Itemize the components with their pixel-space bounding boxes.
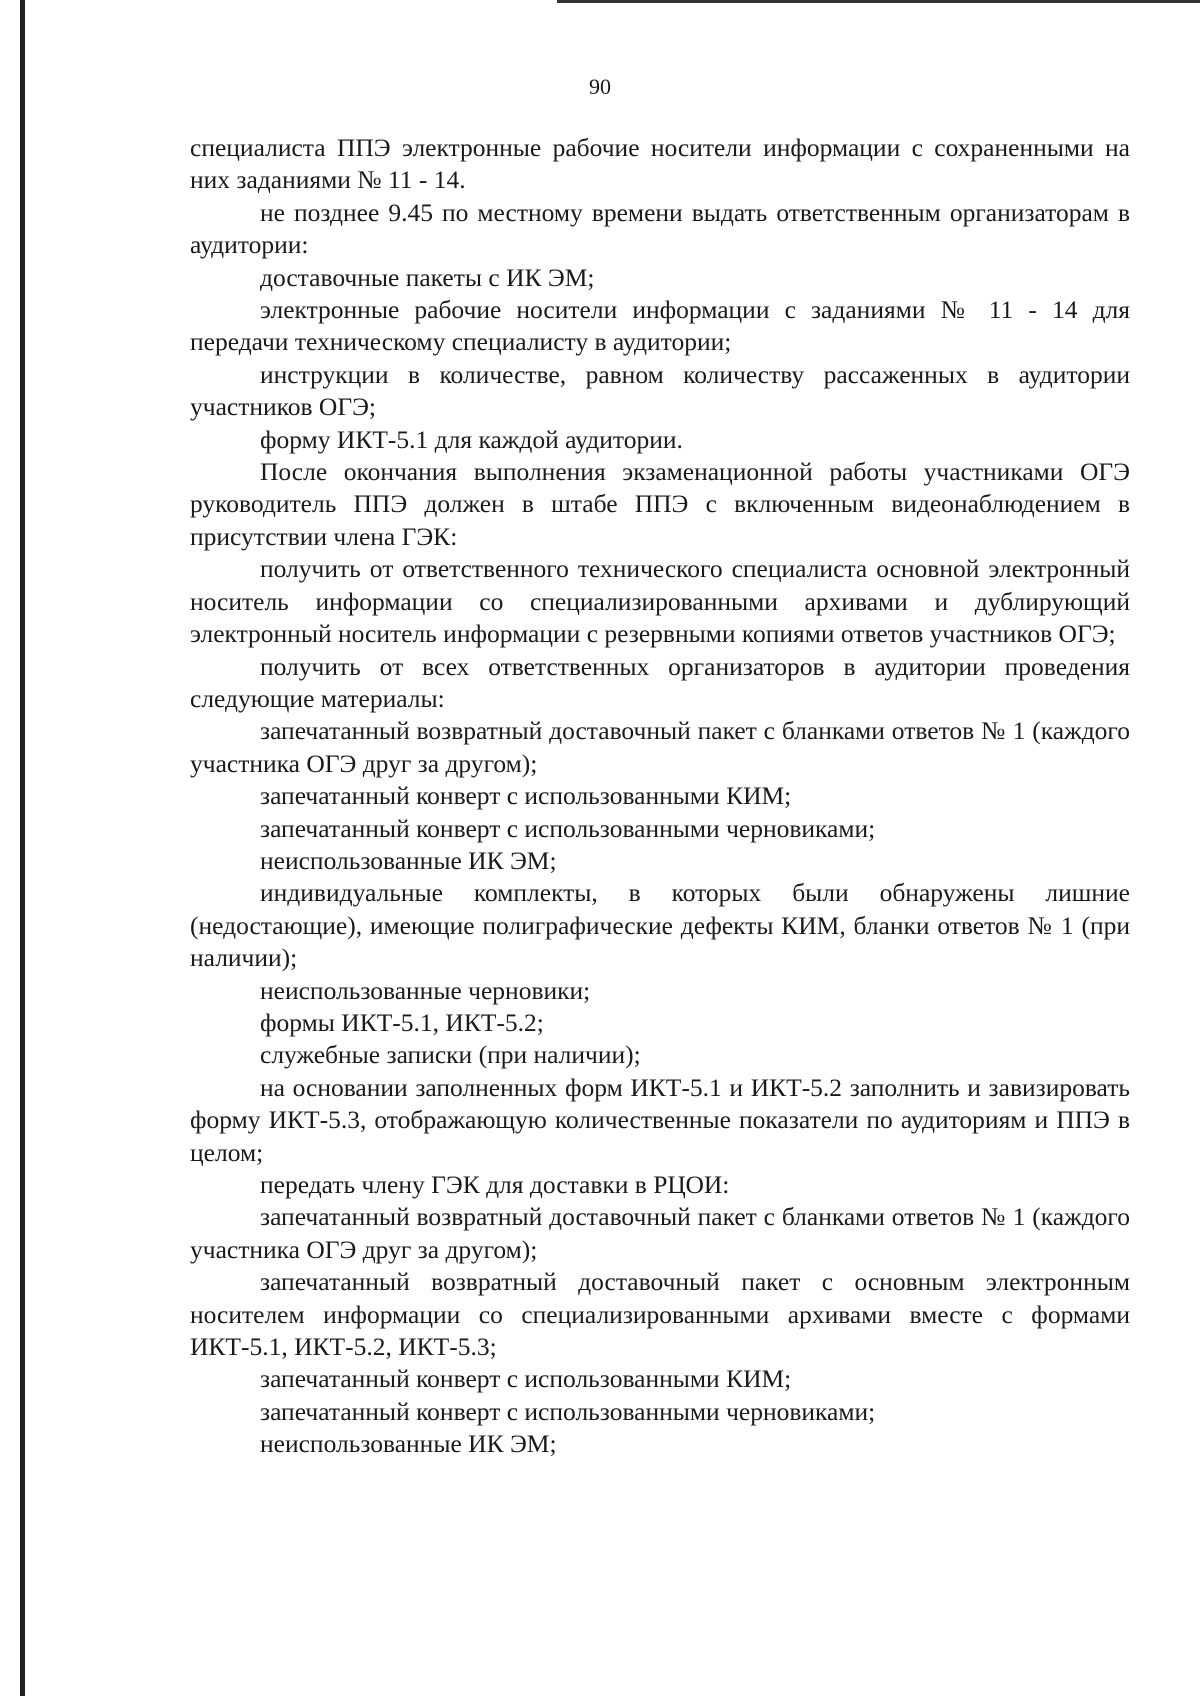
list-item: неиспользованные ИК ЭМ; (260, 845, 557, 875)
list-item: получить от всех ответственных организаторов в аудитории проведения следующие материалы: (190, 651, 1130, 713)
list-item: запечатанный конверт с использованными черновиками; (260, 1396, 876, 1426)
list-item: запечатанный возвратный доставочный пакет с основным электронным носителем информации со специализированными архивами вместе с формами ИКТ-5.1, ИКТ-5.2, ИКТ-5.3; (190, 1267, 1130, 1362)
document-body (190, 132, 1130, 1461)
list-item: получить от ответственного технического специалиста основной электронный носитель информации со специализированными архивами и дублирующий электронный носитель информации с резервными копиями ответов участников ОГЭ; (190, 554, 1130, 649)
list-item: форму ИКТ-5.1 для каждой аудитории. (260, 424, 683, 454)
scan-edge-top (557, 0, 1200, 3)
paragraph: не позднее 9.45 по местному времени выдать ответственным организаторам в аудитории: (190, 197, 1130, 260)
list-item: неиспользованные ИК ЭМ; (260, 1429, 557, 1459)
list-item: передать члену ГЭК для доставки в РЦОИ: (260, 1170, 730, 1199)
list-item: запечатанный конверт с использованными черновиками; (260, 813, 876, 843)
list-item: запечатанный возвратный доставочный пакет с бланками ответов № 1 (каждого участника ОГЭ друг за другом); (190, 716, 1130, 778)
list-item: инструкции в количестве, равном количеству рассаженных в аудитории участников ОГЭ; (190, 359, 1130, 422)
list-item: на основании заполненных форм ИКТ-5.1 и ИКТ-5.2 заполнить и завизировать форму ИКТ-5.3, отображающую количественные показатели по аудиториям и ППЭ в целом; (190, 1072, 1130, 1167)
paragraph: специалиста ППЭ электронные рабочие носители информации с сохраненными на них заданиями № 11 - 14. (190, 133, 1130, 195)
list-item: доставочные пакеты с ИК ЭМ; (260, 262, 595, 292)
list-item: запечатанный возвратный доставочный пакет с бланками ответов № 1 (каждого участника ОГЭ друг за другом); (190, 1202, 1130, 1264)
list-item: индивидуальные комплекты, в которых были обнаружены лишние (недостающие), имеющие полиграфические дефекты КИМ, бланки ответов № 1 (при наличии); (190, 878, 1130, 973)
list-item: запечатанный конверт с использованными КИМ; (260, 781, 792, 811)
scan-edge-left (20, 0, 25, 1696)
list-item: электронные рабочие носители информации с заданиями № 11 - 14 для передачи техническому специалисту в аудитории; (190, 295, 1130, 357)
page-number: 90 (589, 74, 611, 99)
list-item: неиспользованные черновики; (260, 975, 591, 1005)
list-item: служебные записки (при наличии); (260, 1040, 641, 1070)
list-item: запечатанный конверт с использованными КИМ; (260, 1364, 792, 1394)
paragraph: После окончания выполнения экзаменационной работы участниками ОГЭ руководитель ППЭ должен в штабе ППЭ с включенным видеонаблюдением в присутствии члена ГЭК: (190, 457, 1130, 551)
list-item: формы ИКТ-5.1, ИКТ-5.2; (260, 1007, 544, 1037)
